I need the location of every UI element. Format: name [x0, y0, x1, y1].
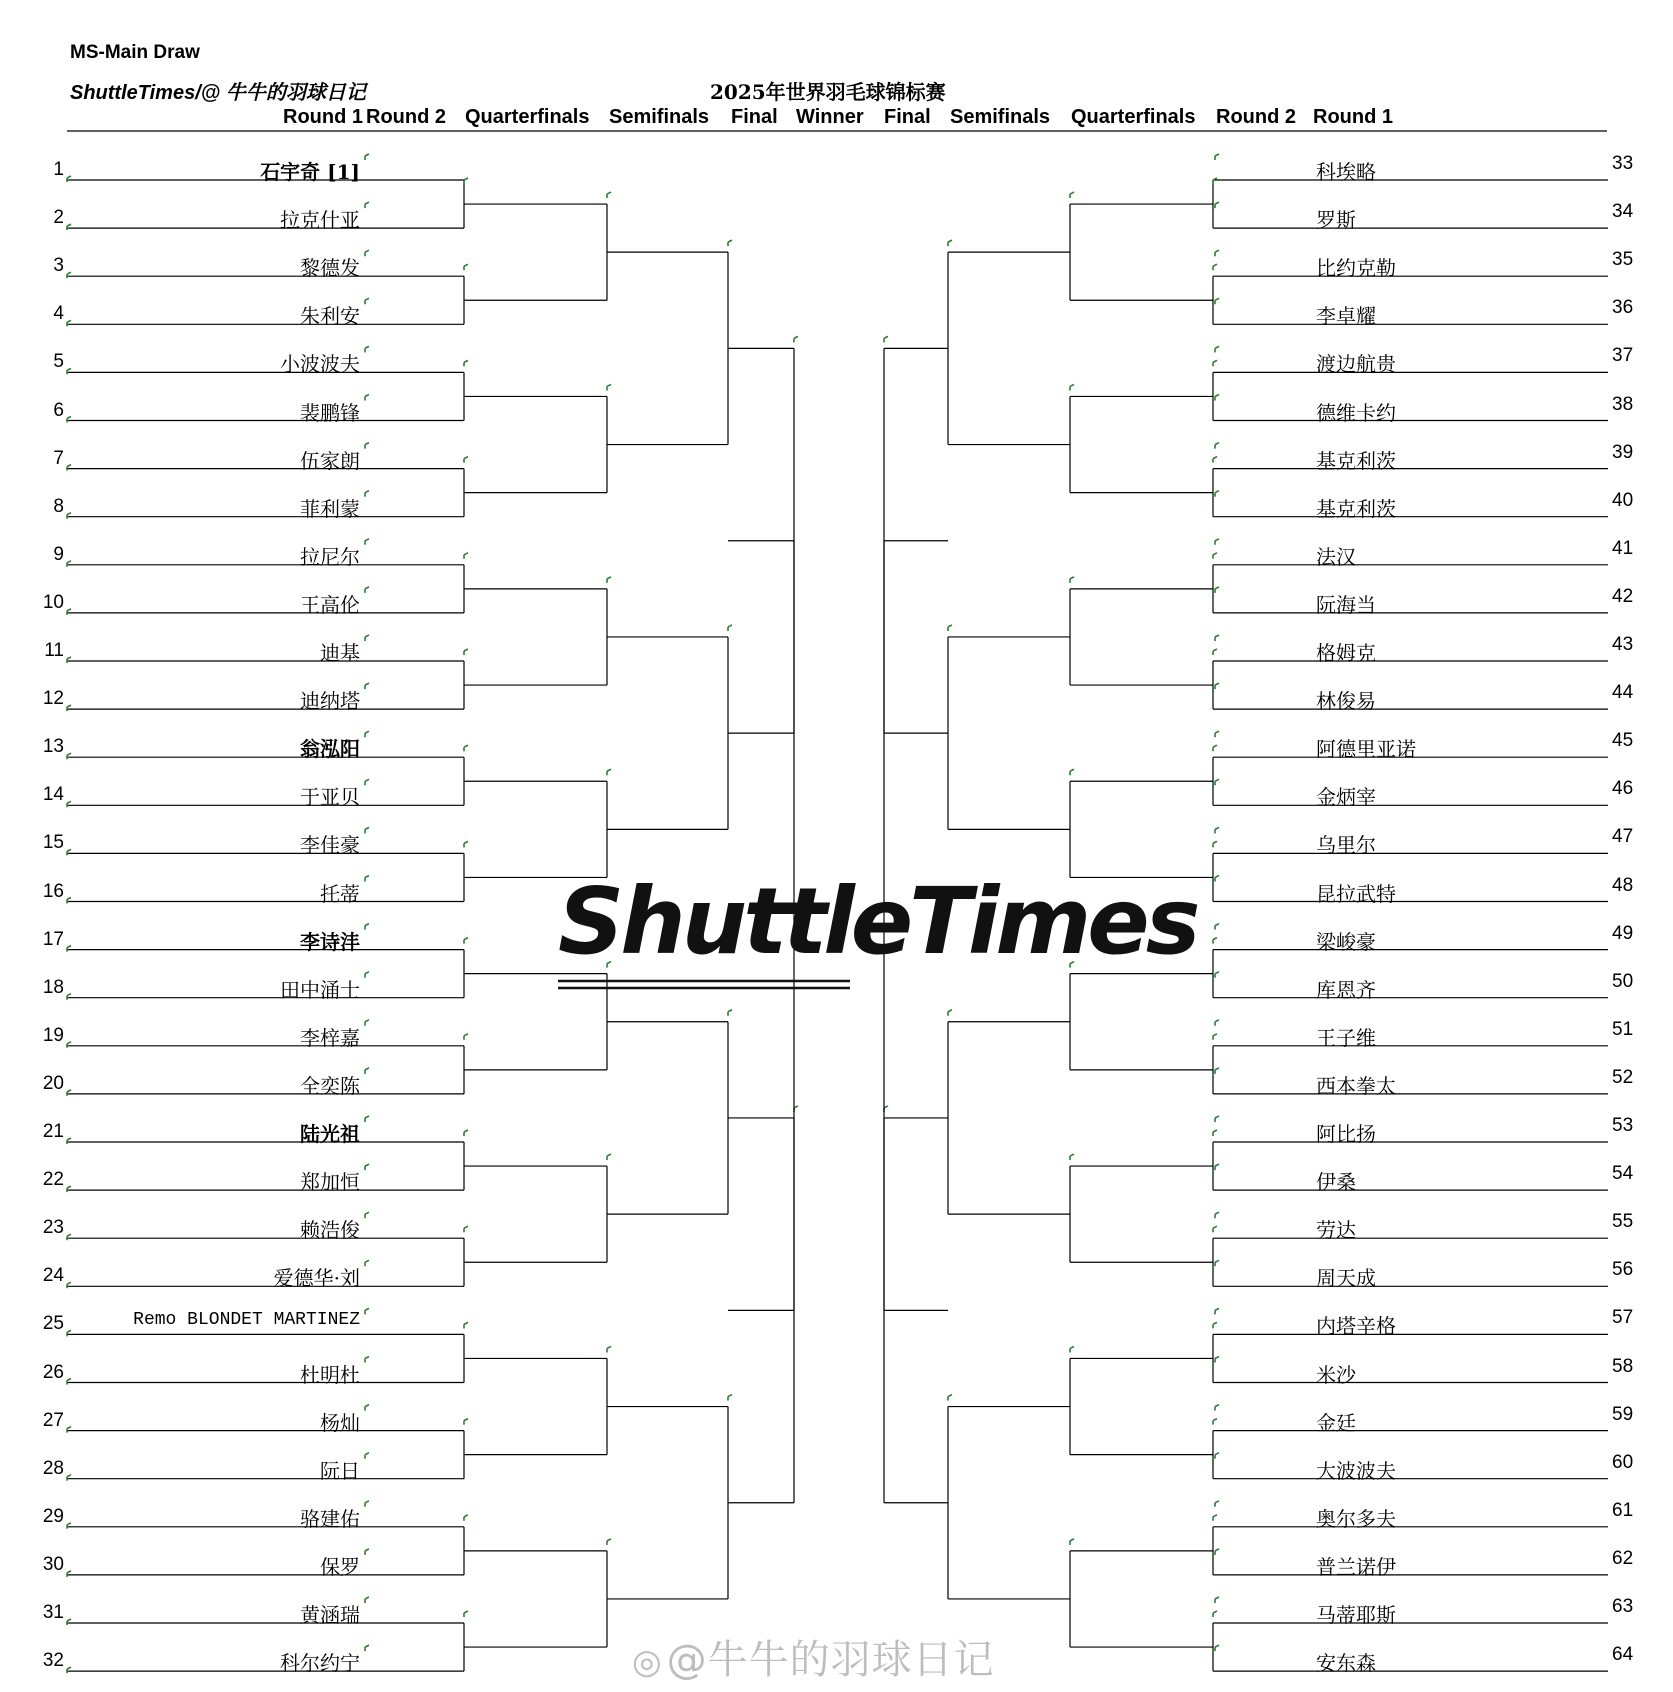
- weibo-icon: ◎: [632, 1642, 663, 1682]
- cell-marker: [1215, 1645, 1219, 1651]
- seed-number: 45: [1612, 730, 1634, 752]
- player-name: 西本拳太: [1316, 1073, 1396, 1098]
- cell-marker: [67, 417, 71, 423]
- seed-number: 55: [1612, 1211, 1634, 1233]
- cell-marker: [1215, 972, 1219, 978]
- draw-title: MS-Main Draw: [70, 42, 200, 63]
- cell-marker: [1215, 1308, 1219, 1314]
- cell-marker: [464, 649, 468, 655]
- cell-marker: [365, 1260, 369, 1266]
- cell-marker: [1215, 1597, 1219, 1603]
- seed-number: 21: [42, 1121, 64, 1142]
- player-name: 基克利茨: [1316, 448, 1396, 473]
- seed-number: 34: [1612, 201, 1634, 223]
- player-name: 王子维: [1316, 1025, 1376, 1050]
- cell-marker: [67, 1186, 71, 1192]
- cell-marker: [365, 972, 369, 978]
- cell-marker: [67, 272, 71, 278]
- cell-marker: [728, 1395, 732, 1401]
- round-header: Round 1: [283, 106, 363, 128]
- cell-marker: [884, 336, 888, 342]
- cell-marker: [67, 1042, 71, 1048]
- seed-number: 40: [1612, 489, 1634, 511]
- cell-marker: [365, 250, 369, 256]
- seed-number: 25: [42, 1313, 64, 1335]
- player-name: 田中涌士: [280, 977, 360, 1002]
- seed-number: 32: [42, 1650, 64, 1672]
- seed-number: 48: [1612, 874, 1634, 896]
- cell-marker: [365, 924, 369, 930]
- player-name: 大波波夫: [1316, 1458, 1396, 1483]
- seed-number: 29: [42, 1505, 64, 1527]
- cell-marker: [948, 240, 952, 246]
- cell-marker: [728, 625, 732, 631]
- cell-marker: [1215, 635, 1219, 641]
- seed-number: 31: [42, 1602, 64, 1623]
- cell-marker: [464, 360, 468, 366]
- cell-marker: [1215, 202, 1219, 208]
- cell-marker: [464, 457, 468, 463]
- cell-marker: [365, 491, 369, 497]
- player-name: 杨灿: [320, 1410, 360, 1435]
- round-header: Round 1: [1313, 106, 1393, 128]
- cell-marker: [365, 298, 369, 304]
- player-name: 石宇奇 [1]: [260, 160, 360, 184]
- cell-marker: [365, 1501, 369, 1507]
- seed-number: 19: [42, 1024, 64, 1046]
- cell-marker: [1215, 1357, 1219, 1363]
- cell-marker: [365, 1597, 369, 1603]
- player-name: 周天成: [1316, 1266, 1376, 1291]
- round-header: Winner: [796, 106, 864, 128]
- seed-number: 33: [1612, 153, 1634, 174]
- cell-marker: [1215, 298, 1219, 304]
- cell-marker: [607, 577, 611, 583]
- cell-marker: [67, 1667, 71, 1673]
- player-name: 骆建佑: [300, 1506, 360, 1531]
- round-header: Semifinals: [609, 106, 710, 128]
- cell-marker: [1213, 264, 1217, 270]
- player-name: 保罗: [320, 1554, 360, 1579]
- cell-marker: [1213, 1611, 1217, 1617]
- round-header: Semifinals: [950, 106, 1051, 128]
- cell-marker: [365, 1116, 369, 1122]
- cell-marker: [67, 176, 71, 182]
- seed-number: 5: [53, 351, 64, 373]
- player-name: 昆拉武特: [1316, 881, 1396, 906]
- seed-number: 56: [1612, 1259, 1634, 1281]
- seed-number: 59: [1612, 1403, 1634, 1425]
- seed-number: 26: [42, 1361, 64, 1383]
- seed-number: 36: [1612, 297, 1634, 319]
- cell-marker: [67, 1379, 71, 1385]
- cell-marker: [1215, 876, 1219, 882]
- player-name: 全奕陈: [300, 1073, 360, 1098]
- cell-marker: [464, 1322, 468, 1328]
- cell-marker: [1213, 457, 1217, 463]
- cell-marker: [365, 1164, 369, 1170]
- cell-marker: [67, 657, 71, 663]
- cell-marker: [1070, 577, 1074, 583]
- cell-marker: [1213, 553, 1217, 559]
- cell-marker: [365, 1068, 369, 1074]
- player-name: 金廷: [1316, 1410, 1356, 1435]
- cell-marker: [728, 240, 732, 246]
- cell-marker: [948, 1010, 952, 1016]
- cell-marker: [1215, 395, 1219, 401]
- player-name: 米沙: [1316, 1362, 1356, 1387]
- cell-marker: [365, 539, 369, 545]
- player-name: 赖浩俊: [300, 1218, 360, 1243]
- cell-marker: [67, 1138, 71, 1144]
- cell-marker: [365, 827, 369, 833]
- cell-marker: [365, 876, 369, 882]
- cell-marker: [607, 1154, 611, 1160]
- cell-marker: [464, 178, 468, 184]
- cell-marker: [67, 1427, 71, 1433]
- cell-marker: [464, 841, 468, 847]
- seed-number: 11: [44, 640, 64, 661]
- seed-number: 20: [42, 1072, 64, 1094]
- seed-number: 42: [1612, 585, 1634, 607]
- cell-marker: [1215, 924, 1219, 930]
- seed-number: 23: [42, 1217, 64, 1239]
- cell-marker: [365, 1405, 369, 1411]
- cell-marker: [1215, 683, 1219, 689]
- seed-number: 6: [53, 399, 64, 421]
- player-name: 伊桑: [1316, 1170, 1356, 1195]
- player-name: Remo BLONDET MARTINEZ: [133, 1310, 360, 1331]
- cell-marker: [1213, 1515, 1217, 1521]
- cell-marker: [1215, 1405, 1219, 1411]
- seed-number: 10: [42, 591, 64, 613]
- seed-number: 2: [53, 207, 64, 229]
- seed-number: 16: [42, 880, 64, 902]
- seed-number: 1: [53, 159, 64, 180]
- cell-marker: [365, 154, 369, 160]
- cell-marker: [1215, 827, 1219, 833]
- cell-marker: [1215, 731, 1219, 737]
- seed-number: 43: [1612, 634, 1634, 655]
- player-name: 奥尔多夫: [1316, 1506, 1396, 1531]
- event-title: 2025年世界羽毛球锦标赛: [710, 80, 946, 104]
- player-name: 拉克什亚: [280, 208, 360, 233]
- cell-marker: [1215, 491, 1219, 497]
- seed-number: 49: [1612, 922, 1634, 944]
- cell-marker: [67, 849, 71, 855]
- cell-marker: [67, 1571, 71, 1577]
- cell-marker: [1215, 1164, 1219, 1170]
- cell-marker: [67, 368, 71, 374]
- cell-marker: [67, 801, 71, 807]
- cell-marker: [1213, 1322, 1217, 1328]
- seed-number: 54: [1612, 1163, 1634, 1185]
- player-name: 安东森: [1316, 1651, 1376, 1676]
- cell-marker: [1213, 745, 1217, 751]
- cell-marker: [67, 753, 71, 759]
- player-name: 马蒂耶斯: [1316, 1603, 1396, 1627]
- player-name: 内塔辛格: [1316, 1314, 1396, 1339]
- seed-number: 12: [42, 688, 64, 710]
- seed-number: 3: [53, 255, 64, 277]
- seed-number: 47: [1612, 826, 1634, 848]
- player-name: 于亚贝: [300, 785, 360, 810]
- seed-number: 18: [42, 976, 64, 998]
- cell-marker: [365, 683, 369, 689]
- cell-marker: [1070, 384, 1074, 390]
- seed-number: 57: [1612, 1307, 1634, 1329]
- cell-marker: [1215, 1501, 1219, 1507]
- seed-number: 60: [1612, 1451, 1634, 1473]
- cell-marker: [365, 202, 369, 208]
- cell-marker: [67, 465, 71, 471]
- cell-marker: [1215, 1068, 1219, 1074]
- round-header: Quarterfinals: [465, 106, 590, 128]
- seed-number: 22: [42, 1169, 64, 1191]
- player-name: 迪纳塔: [300, 689, 360, 714]
- cell-marker: [607, 769, 611, 775]
- cell-marker: [1213, 1034, 1217, 1040]
- player-name: 德维卡约: [1316, 400, 1396, 425]
- cell-marker: [948, 1395, 952, 1401]
- cell-marker: [464, 1226, 468, 1232]
- cell-marker: [1215, 443, 1219, 449]
- player-name: 阮日: [320, 1458, 360, 1483]
- seed-number: 63: [1612, 1596, 1634, 1617]
- cell-marker: [464, 938, 468, 944]
- cell-marker: [1215, 154, 1219, 160]
- cell-marker: [1070, 192, 1074, 198]
- cell-marker: [607, 1539, 611, 1545]
- cell-marker: [1070, 769, 1074, 775]
- cell-marker: [67, 1282, 71, 1288]
- seed-number: 41: [1612, 537, 1634, 559]
- cell-marker: [365, 346, 369, 352]
- cell-marker: [464, 1419, 468, 1425]
- cell-marker: [1215, 1116, 1219, 1122]
- cell-marker: [1215, 346, 1219, 352]
- cell-marker: [1215, 587, 1219, 593]
- cell-marker: [67, 320, 71, 326]
- credit-line: ShuttleTimes/@ 牛牛的羽球日记: [70, 82, 366, 104]
- seed-number: 15: [42, 832, 64, 854]
- cell-marker: [1213, 360, 1217, 366]
- seed-number: 62: [1612, 1547, 1634, 1569]
- player-name: 阿比扬: [1316, 1122, 1376, 1146]
- seed-number: 7: [53, 447, 64, 469]
- player-name: 库恩齐: [1316, 977, 1376, 1002]
- cell-marker: [365, 1645, 369, 1651]
- player-name: 翁泓阳: [300, 737, 360, 762]
- round-header: Round 2: [1216, 106, 1296, 128]
- seed-number: 52: [1612, 1066, 1634, 1088]
- cell-marker: [67, 1234, 71, 1240]
- player-name: 裴鹏锋: [300, 400, 360, 425]
- shuttletimes-logo: ShuttleTimes: [558, 868, 1197, 975]
- cell-marker: [365, 635, 369, 641]
- player-name: 劳达: [1316, 1218, 1356, 1243]
- cell-marker: [464, 1034, 468, 1040]
- seed-number: 27: [42, 1409, 64, 1431]
- round-header: Final: [884, 106, 931, 128]
- seed-number: 30: [42, 1553, 64, 1575]
- cell-marker: [1213, 1419, 1217, 1425]
- player-name: 郑加恒: [300, 1170, 360, 1195]
- seed-number: 64: [1612, 1644, 1634, 1666]
- player-name: 黄涵瑞: [300, 1603, 360, 1627]
- player-name: 拉尼尔: [300, 544, 360, 569]
- cell-marker: [1213, 841, 1217, 847]
- player-name: 阮海当: [1316, 592, 1376, 617]
- cell-marker: [365, 1549, 369, 1555]
- cell-marker: [365, 443, 369, 449]
- cell-marker: [67, 513, 71, 519]
- seed-number: 17: [42, 928, 64, 950]
- seed-number: 50: [1612, 970, 1634, 992]
- cell-marker: [464, 745, 468, 751]
- cell-marker: [67, 1475, 71, 1481]
- cell-marker: [67, 898, 71, 904]
- player-name: 科尔约宁: [280, 1651, 360, 1676]
- cell-marker: [1215, 539, 1219, 545]
- seed-number: 37: [1612, 345, 1634, 367]
- cell-marker: [1070, 1154, 1074, 1160]
- seed-number: 28: [42, 1457, 64, 1479]
- player-name: 陆光祖: [300, 1122, 360, 1146]
- seed-number: 53: [1612, 1115, 1634, 1136]
- seed-number: 44: [1612, 682, 1634, 704]
- cell-marker: [1215, 250, 1219, 256]
- cell-marker: [365, 731, 369, 737]
- round-header: Round 2: [366, 106, 446, 128]
- seed-number: 9: [53, 543, 64, 565]
- seed-number: 13: [42, 736, 64, 758]
- player-name: 梁峻豪: [1316, 929, 1376, 954]
- seed-number: 38: [1612, 393, 1634, 415]
- player-name: 比约克勒: [1316, 256, 1396, 281]
- cell-marker: [464, 264, 468, 270]
- cell-marker: [1215, 1020, 1219, 1026]
- seed-number: 8: [53, 495, 64, 517]
- seed-number: 58: [1612, 1355, 1634, 1377]
- cell-marker: [1213, 178, 1217, 184]
- player-name: 李梓嘉: [300, 1025, 360, 1050]
- cell-marker: [365, 1357, 369, 1363]
- cell-marker: [67, 994, 71, 1000]
- player-name: 阿德里亚诺: [1316, 737, 1416, 762]
- cell-marker: [728, 1010, 732, 1016]
- cell-marker: [67, 1090, 71, 1096]
- cell-marker: [464, 1130, 468, 1136]
- watermark: [632, 1628, 995, 1685]
- cell-marker: [464, 1515, 468, 1521]
- cell-marker: [1215, 1212, 1219, 1218]
- seed-number: 46: [1612, 778, 1634, 800]
- player-name: 伍家朗: [300, 448, 360, 473]
- player-name: 小波波夫: [280, 352, 360, 377]
- cell-marker: [1215, 1549, 1219, 1555]
- cell-marker: [1070, 1539, 1074, 1545]
- seed-number: 61: [1612, 1499, 1634, 1521]
- cell-marker: [1070, 1346, 1074, 1352]
- cell-marker: [67, 946, 71, 952]
- watermark-text: @牛牛的羽球日记: [666, 1637, 995, 1683]
- cell-marker: [464, 553, 468, 559]
- seed-number: 51: [1612, 1018, 1634, 1040]
- player-name: 金炳宰: [1316, 785, 1376, 810]
- cell-marker: [365, 1020, 369, 1026]
- player-name: 普兰诺伊: [1316, 1554, 1396, 1579]
- cell-marker: [365, 395, 369, 401]
- cell-marker: [67, 705, 71, 711]
- cell-marker: [1213, 1130, 1217, 1136]
- cell-marker: [365, 1212, 369, 1218]
- player-name: 李卓耀: [1316, 304, 1376, 329]
- player-name: 格姆克: [1316, 641, 1376, 665]
- seed-number: 39: [1612, 441, 1634, 463]
- cell-marker: [365, 1308, 369, 1314]
- seed-number: 24: [42, 1265, 64, 1287]
- player-name: 李诗沣: [300, 929, 360, 954]
- round-header: Final: [731, 106, 778, 128]
- cell-marker: [1213, 938, 1217, 944]
- player-name: 托蒂: [320, 881, 360, 906]
- cell-marker: [67, 609, 71, 615]
- cell-marker: [67, 1330, 71, 1336]
- round-header: Quarterfinals: [1071, 106, 1196, 128]
- player-name: 黎德发: [300, 256, 360, 281]
- player-name: 乌里尔: [1316, 833, 1376, 858]
- player-name: 科埃略: [1316, 160, 1376, 184]
- cell-marker: [948, 625, 952, 631]
- player-name: 杜明杜: [300, 1362, 360, 1387]
- cell-marker: [1213, 1226, 1217, 1232]
- cell-marker: [607, 384, 611, 390]
- player-name: 罗斯: [1316, 208, 1356, 233]
- player-name: 朱利安: [300, 304, 360, 329]
- cell-marker: [607, 1346, 611, 1352]
- cell-marker: [1213, 649, 1217, 655]
- player-name: 林俊易: [1316, 689, 1376, 714]
- seed-number: 35: [1612, 249, 1634, 271]
- seed-number: 14: [42, 784, 64, 806]
- player-name: 李佳豪: [300, 833, 360, 858]
- player-name: 菲利蒙: [300, 496, 360, 521]
- cell-marker: [365, 1453, 369, 1459]
- cell-marker: [1215, 1260, 1219, 1266]
- player-name: 法汉: [1316, 544, 1356, 569]
- cell-marker: [67, 224, 71, 230]
- cell-marker: [607, 192, 611, 198]
- cell-marker: [67, 1619, 71, 1625]
- cell-marker: [67, 561, 71, 567]
- seed-number: 4: [53, 303, 64, 325]
- cell-marker: [365, 587, 369, 593]
- player-name: 渡边航贵: [1316, 352, 1396, 377]
- player-name: 基克利茨: [1316, 496, 1396, 521]
- cell-marker: [67, 1523, 71, 1529]
- player-name: 迪基: [320, 641, 360, 665]
- player-name: 王高伦: [300, 592, 360, 617]
- cell-marker: [464, 1611, 468, 1617]
- cell-marker: [1215, 779, 1219, 785]
- player-name: 爱德华·刘: [273, 1266, 360, 1291]
- cell-marker: [365, 779, 369, 785]
- cell-marker: [794, 336, 798, 342]
- cell-marker: [1215, 1453, 1219, 1459]
